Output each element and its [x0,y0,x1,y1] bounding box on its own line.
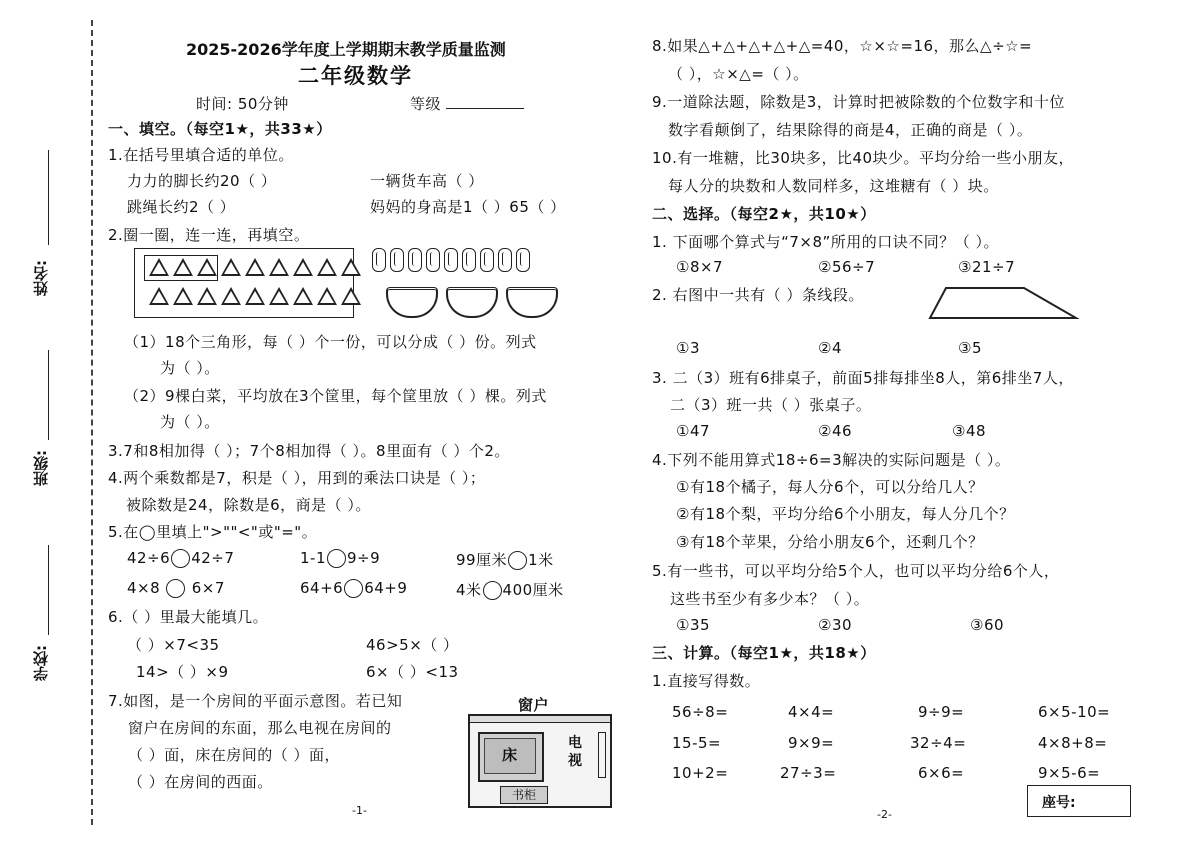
c1-option2[interactable]: ②56÷7 [818,258,876,276]
q8-line2: （ ），☆×△=（ ）。 [668,65,809,83]
compare-circle[interactable] [166,579,185,598]
q5-row2-b: 64+6 64+9 [300,579,408,597]
q7-line2: 窗户在房间的东面，那么电视在房间的 [128,719,392,737]
compare-circle[interactable] [344,579,363,598]
q2a-line2: 为（ ）。 [160,359,220,377]
q7-line3: （ ）面，床在房间的（ ）面， [128,746,341,764]
q1-text: 1.在括号里填合适的单位。 [108,146,294,164]
triangle-icon [197,287,217,305]
cabbage-icon [498,248,512,272]
triangle-icon [269,287,289,305]
calc-item: 6×5-10= [1038,703,1111,721]
basket-row [386,287,566,322]
exam-title: 2025-2026学年度上学期期末教学质量监测 [186,40,506,59]
q2b-line2: 为（ ）。 [160,413,220,431]
c3-option1[interactable]: ①47 [676,422,711,440]
q9-line1: 9.一道除法题，除数是3，计算时把被除数的个位数字和十位 [652,93,1065,111]
c1-option3[interactable]: ③21÷7 [958,258,1016,276]
triangle-icon [173,287,193,305]
calc-item: 32÷4= [910,734,967,752]
window-label: 窗户 [518,696,550,714]
basket-icon [506,287,558,318]
q1d: 妈妈的身高是1（ ）65（ ） [370,198,566,216]
section2-heading: 二、选择。（每空2★，共10★） [652,205,876,223]
grade-field[interactable] [446,108,524,109]
q2a-line1: （1）18个三角形，每（ ）个一份，可以分成（ ）份。列式 [124,333,537,351]
binding-line [91,20,93,825]
school-label: 学校: [32,645,50,681]
seat-number-box[interactable] [1027,785,1131,817]
window-shape [470,716,610,723]
bed-label: 床 [502,746,518,764]
section1-heading: 一、填空。（每空1★，共33★） [108,120,332,138]
q10-line2: 每人分的块数和人数同样多，这堆糖有（ ）块。 [668,177,999,195]
k1-text: 1.直接写得数。 [652,672,761,690]
cabbage-icon [408,248,422,272]
bed-shape [478,732,544,782]
c5-option2[interactable]: ②30 [818,616,853,634]
q2b-line1: （2）9棵白菜，平均放在3个筐里，每个筐里放（ ）棵。列式 [124,387,547,405]
calc-item: 10+2= [672,764,729,782]
subject-title: 二年级数学 [298,64,413,88]
cabbage-icon [372,248,386,272]
compare-circle[interactable] [508,551,527,570]
calc-item: 56÷8= [672,703,729,721]
q1a: 力力的脚长约20（ ） [127,172,277,190]
q4-line2: 被除数是24，除数是6，商是（ ）。 [126,496,371,514]
q1b: 一辆货车高（ ） [370,172,484,190]
triangle-icon [293,287,313,305]
calc-item: 9×9= [788,734,835,752]
section3-heading: 三、计算。（每空1★，共18★） [652,644,876,662]
calc-item: 6×6= [918,764,965,782]
triangle-icon [149,258,169,276]
q6c: 14>（ ）×9 [136,663,229,681]
c4-option2[interactable]: ②有18个梨，平均分给6个小朋友，每人分几个？ [676,505,1015,523]
c2-option1[interactable]: ①3 [676,339,700,357]
q6a: （ ）×7<35 [127,636,220,654]
c2-option2[interactable]: ②4 [818,339,842,357]
cabinet-label: 书柜 [500,786,548,804]
c1-text: 1. 下面哪个算式与“7×8”所用的口诀不同？（ ）。 [652,233,1000,251]
q1c: 跳绳长约2（ ） [127,198,236,216]
q5-text: 5.在◯里填上">""<"或"="。 [108,523,318,541]
c4-option3[interactable]: ③有18个苹果，分给小朋友6个，还剩几个？ [676,533,984,551]
c5-line2: 这些书至少有多少本？（ ）。 [670,590,870,608]
c5-option3[interactable]: ③60 [970,616,1005,634]
q4-line1: 4.两个乘数都是7，积是（ ），用到的乘法口诀是（ ）； [108,469,486,487]
triangle-icon [149,287,169,305]
basket-icon [386,287,438,318]
class-field[interactable] [48,350,49,440]
trapezoid-figure [928,286,1080,322]
triangle-icon [221,258,241,276]
cabbage-icon [516,248,530,272]
calc-item: 15-5= [672,734,722,752]
c4-option1[interactable]: ①有18个橘子，每人分6个，可以分给几人？ [676,478,984,496]
school-field[interactable] [48,545,49,635]
q2-text: 2.圈一圈，连一连，再填空。 [108,226,310,244]
q5-row2-a: 4×8 6×7 [127,579,225,597]
room-diagram [468,714,612,808]
q10-line1: 10.有一堆糖，比30块多，比40块少。平均分给一些小朋友， [652,149,1075,167]
page-number-1: -1- [352,804,367,817]
q7-line4: （ ）在房间的西面。 [128,773,273,791]
c4-text: 4.下列不能用算式18÷6=3解决的实际问题是（ ）。 [652,451,1011,469]
q9-line2: 数字看颠倒了，结果除得的商是4，正确的商是（ ）。 [668,121,1033,139]
name-field[interactable] [48,150,49,245]
q7-line1: 7.如图，是一个房间的平面示意图。若已知 [108,692,403,710]
c2-text: 2. 右图中一共有（ ）条线段。 [652,286,864,304]
tv-shape [598,732,606,778]
q6b: 46>5×（ ） [366,636,459,654]
triangle-icon [269,258,289,276]
triangle-icon [341,258,361,276]
cabbage-icon [462,248,476,272]
cabbage-icon [480,248,494,272]
triangle-icon [173,258,193,276]
triangle-icon [293,258,313,276]
triangle-icon [245,258,265,276]
q6d: 6×（ ）<13 [366,663,459,681]
triangle-icon [317,258,337,276]
c3-line1: 3. 二（3）班有6排桌子，前面5排每排坐8人，第6排坐7人， [652,369,1074,387]
q5-row1-c: 99厘米 1米 [456,551,554,569]
q5-row2-c: 4米 400厘米 [456,581,564,599]
q5-row1-a: 42÷6 42÷7 [127,549,235,567]
time-label: 时间: 50分钟 [196,95,289,113]
c3-option2[interactable]: ②46 [818,422,853,440]
c3-option3[interactable]: ③48 [952,422,987,440]
cabbage-icon [426,248,440,272]
calc-item: 4×8+8= [1038,734,1108,752]
q5-row1-b: 1-1 9÷9 [300,549,381,567]
triangle-icon [221,287,241,305]
calc-item: 9×5-6= [1038,764,1101,782]
triangle-icon [317,287,337,305]
c3-line2: 二（3）班一共（ ）张桌子。 [670,396,872,414]
seat-label: 座号: [1042,795,1076,811]
triangle-row-2 [149,287,365,309]
triangle-icon [341,287,361,305]
triangle-icon [245,287,265,305]
triangle-figure [134,248,354,318]
c2-option3[interactable]: ③5 [958,339,982,357]
c5-option1[interactable]: ①35 [676,616,711,634]
cabbage-icon [390,248,404,272]
cabbage-row [372,248,534,276]
calc-item: 4×4= [788,703,835,721]
cabbage-icon [444,248,458,272]
compare-circle[interactable] [171,549,190,568]
compare-circle[interactable] [483,581,502,600]
triangle-row-1 [149,258,365,280]
triangle-icon [197,258,217,276]
tv-label: 电视 [568,735,582,769]
calc-item: 9÷9= [918,703,965,721]
basket-icon [446,287,498,318]
q8-line1: 8.如果△+△+△+△+△=40，☆×☆=16，那么△÷☆= [652,37,1033,55]
c1-option1[interactable]: ①8×7 [676,258,724,276]
page-number-2: -2- [877,808,892,821]
grade-label: 等级 [410,95,442,113]
compare-circle[interactable] [327,549,346,568]
c5-line1: 5.有一些书，可以平均分给5个人，也可以平均分给6个人， [652,562,1060,580]
name-label: 姓名: [32,260,50,296]
class-label: 班级: [32,450,50,486]
calc-item: 27÷3= [780,764,837,782]
q6-text: 6.（ ）里最大能填几。 [108,608,269,626]
q3-text: 3.7和8相加得（ ）；7个8相加得（ ）。8里面有（ ）个2。 [108,442,510,460]
